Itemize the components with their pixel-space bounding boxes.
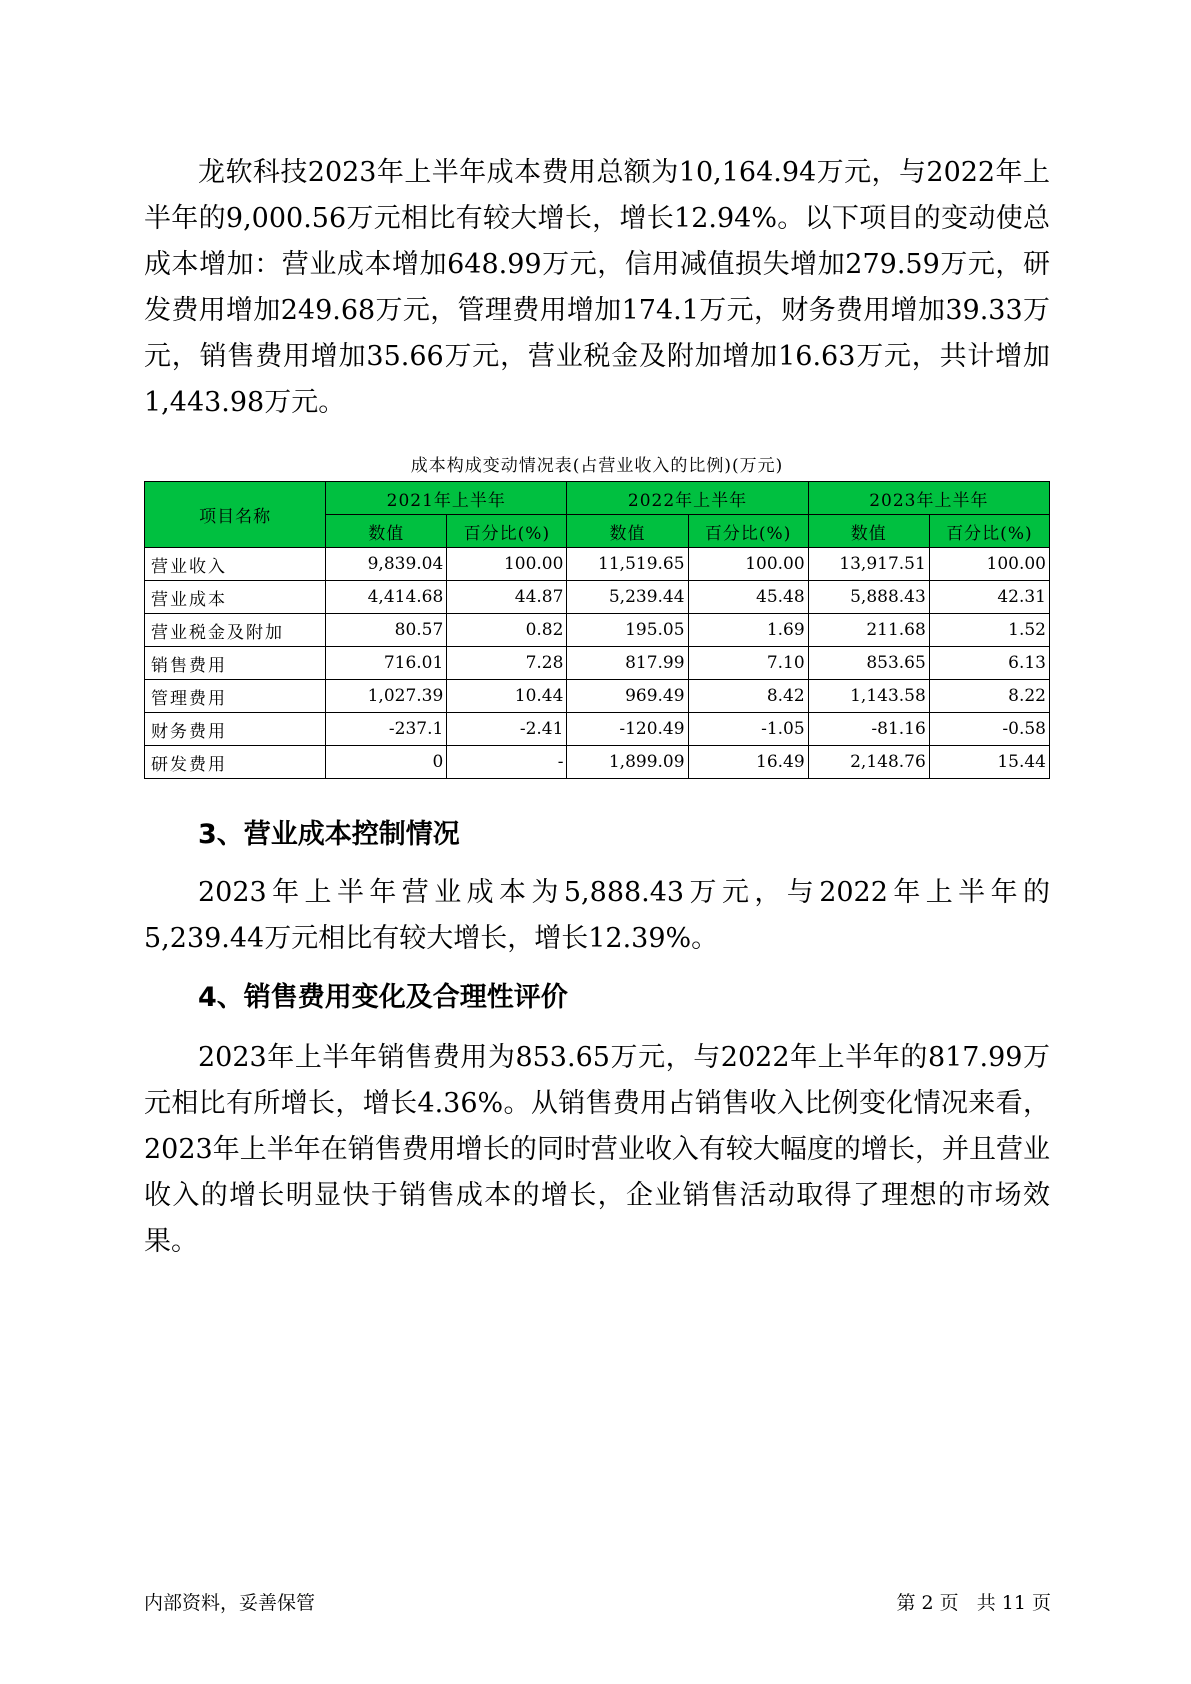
cell-percent: 1.69 <box>688 614 808 647</box>
row-item-name: 财务费用 <box>145 713 326 746</box>
cell-percent: - <box>447 746 567 779</box>
cell-percent: 100.00 <box>447 548 567 581</box>
paragraph-sales-expense: 2023年上半年销售费用为853.65万元，与2022年上半年的817.99万元相比有所增长，增长4.36%。从销售费用占销售收入比例变化情况来看，2023年上半年在销售费用增长的同时营业收入有较大幅度的增长，并且营业收入的增长明显快于销售成本的增长，企业销售活动取得了理想的市场效果。 <box>144 1042 1050 1257</box>
cell-percent: 7.10 <box>688 647 808 680</box>
footer-page-number: 第 2 页 共 11 页 <box>896 1592 1051 1614</box>
footer-confidential-note: 内部资料，妥善保管 <box>144 1592 316 1614</box>
cell-percent: 7.28 <box>447 647 567 680</box>
header-value: 数值 <box>567 515 688 548</box>
row-item-name: 研发费用 <box>145 746 326 779</box>
cell-percent: 1.52 <box>929 614 1049 647</box>
cell-percent: 16.49 <box>688 746 808 779</box>
cell-value: 0 <box>326 746 447 779</box>
header-period: 2021年上半年 <box>326 482 567 515</box>
table-header-row <box>145 482 1050 515</box>
row-item-name: 营业税金及附加 <box>145 614 326 647</box>
cell-value: 5,239.44 <box>567 581 688 614</box>
cell-value: 969.49 <box>567 680 688 713</box>
cell-percent: -0.58 <box>929 713 1049 746</box>
cell-value: 80.57 <box>326 614 447 647</box>
header-period: 2023年上半年 <box>808 482 1049 515</box>
cell-percent: 8.42 <box>688 680 808 713</box>
cell-value: -120.49 <box>567 713 688 746</box>
cell-value: 4,414.68 <box>326 581 447 614</box>
cell-value: 716.01 <box>326 647 447 680</box>
row-item-name: 营业收入 <box>145 548 326 581</box>
cell-percent: 100.00 <box>929 548 1049 581</box>
cell-value: 1,027.39 <box>326 680 447 713</box>
header-period: 2022年上半年 <box>567 482 808 515</box>
cell-value: -237.1 <box>326 713 447 746</box>
table-body <box>145 548 1050 779</box>
table-row <box>145 713 1050 746</box>
cell-value: 817.99 <box>567 647 688 680</box>
table-caption: 成本构成变动情况表(占营业收入的比例)(万元) <box>410 456 784 476</box>
row-item-name: 营业成本 <box>145 581 326 614</box>
cell-percent: 45.48 <box>688 581 808 614</box>
cell-value: 853.65 <box>808 647 929 680</box>
cell-percent: -1.05 <box>688 713 808 746</box>
paragraph-cost-summary: 龙软科技2023年上半年成本费用总额为10,164.94万元，与2022年上半年的9,000.56万元相比有较大增长，增长12.94%。以下项目的变动使总成本增加：营业成本增加648.99万元，信用减值损失增加279.59万元，研发费用增加249.68万元，管理费用增加174.1万元，财务费用增加39.33万元，销售费用增加35.66万元，营业税金及附加增加16.63万元，共计增加1,443.98万元。 <box>144 157 1050 418</box>
cell-percent: -2.41 <box>447 713 567 746</box>
cell-percent: 8.22 <box>929 680 1049 713</box>
cell-value: 9,839.04 <box>326 548 447 581</box>
cost-structure-table <box>144 481 1050 779</box>
table-row <box>145 680 1050 713</box>
cell-percent: 100.00 <box>688 548 808 581</box>
cell-value: 1,143.58 <box>808 680 929 713</box>
cell-value: 195.05 <box>567 614 688 647</box>
cell-percent: 10.44 <box>447 680 567 713</box>
table-row <box>145 548 1050 581</box>
header-percent: 百分比(%) <box>447 515 567 548</box>
cell-percent: 42.31 <box>929 581 1049 614</box>
cell-value: 5,888.43 <box>808 581 929 614</box>
header-value: 数值 <box>326 515 447 548</box>
cell-percent: 15.44 <box>929 746 1049 779</box>
table-row <box>145 647 1050 680</box>
cell-value: -81.16 <box>808 713 929 746</box>
cell-percent: 44.87 <box>447 581 567 614</box>
header-percent: 百分比(%) <box>688 515 808 548</box>
cell-value: 211.68 <box>808 614 929 647</box>
cell-value: 2,148.76 <box>808 746 929 779</box>
header-value: 数值 <box>808 515 929 548</box>
section-heading-cost-control: 3、营业成本控制情况 <box>198 819 460 850</box>
cell-value: 13,917.51 <box>808 548 929 581</box>
cell-value: 11,519.65 <box>567 548 688 581</box>
cell-percent: 6.13 <box>929 647 1049 680</box>
header-percent: 百分比(%) <box>929 515 1049 548</box>
cell-value: 1,899.09 <box>567 746 688 779</box>
header-item-name: 项目名称 <box>145 482 326 548</box>
table-row <box>145 614 1050 647</box>
table-row <box>145 746 1050 779</box>
cell-percent: 0.82 <box>447 614 567 647</box>
table-row <box>145 581 1050 614</box>
row-item-name: 销售费用 <box>145 647 326 680</box>
section-heading-sales-expense: 4、销售费用变化及合理性评价 <box>198 982 568 1013</box>
row-item-name: 管理费用 <box>145 680 326 713</box>
paragraph-operating-cost: 2023年上半年营业成本为5,888.43万元，与2022年上半年的5,239.44万元相比有较大增长，增长12.39%。 <box>144 877 1050 954</box>
